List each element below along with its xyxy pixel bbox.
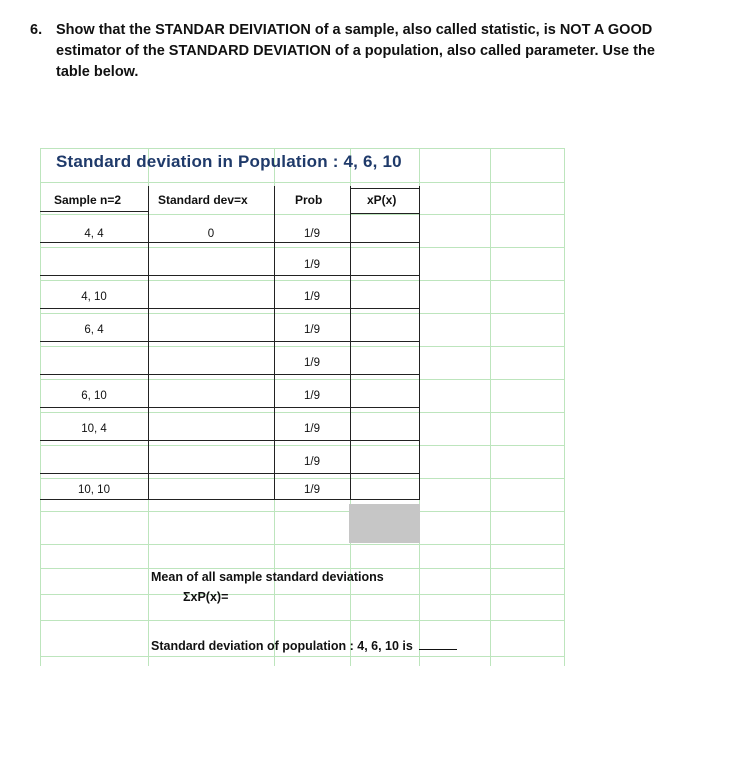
prob-cell: 1/9 xyxy=(304,390,320,402)
table-title: Standard deviation in Population : 4, 6, 10 xyxy=(56,152,402,171)
population-std-label xyxy=(151,637,457,653)
prob-cell: 1/9 xyxy=(304,423,320,435)
header-xpx: xP(x) xyxy=(367,193,397,207)
prob-cell: 1/9 xyxy=(304,484,320,496)
mean-label: Mean of all sample standard deviations xyxy=(151,570,384,584)
header-prob: Prob xyxy=(295,193,323,207)
prob-cell: 1/9 xyxy=(304,259,320,271)
sample-cell: 10, 10 xyxy=(78,484,110,496)
answer-blank[interactable] xyxy=(419,637,457,650)
spreadsheet xyxy=(40,148,565,668)
header-std-dev: Standard dev=x xyxy=(158,193,248,207)
sample-cell: 6, 4 xyxy=(84,324,104,336)
header-sample: Sample n=2 xyxy=(54,193,122,207)
std-cell: 0 xyxy=(207,228,215,240)
sample-cell: 4, 4 xyxy=(84,228,104,240)
question-line-2: estimator of the STANDARD DEVIATION of a population, also called parameter. Use the xyxy=(56,43,655,59)
sample-cell: 4, 10 xyxy=(81,291,107,303)
question-6 xyxy=(30,20,730,83)
population-std-text: Standard deviation of population : 4, 6, 10 is xyxy=(151,639,413,653)
prob-cell: 1/9 xyxy=(304,456,320,468)
prob-cell: 1/9 xyxy=(304,291,320,303)
question-number: 6. xyxy=(30,22,43,38)
question-line-3: table below. xyxy=(56,64,139,80)
question-line-1: Show that the STANDAR DEIVIATION of a sample, also called statistic, is NOT A GOOD xyxy=(56,22,653,38)
sample-cell: 6, 10 xyxy=(81,390,107,402)
prob-cell: 1/9 xyxy=(304,357,320,369)
prob-cell: 1/9 xyxy=(304,324,320,336)
prob-cell: 1/9 xyxy=(304,228,320,240)
sum-total-cell xyxy=(349,504,420,543)
sum-formula-label: ΣxP(x)= xyxy=(183,590,229,604)
sample-cell: 10, 4 xyxy=(81,423,107,435)
